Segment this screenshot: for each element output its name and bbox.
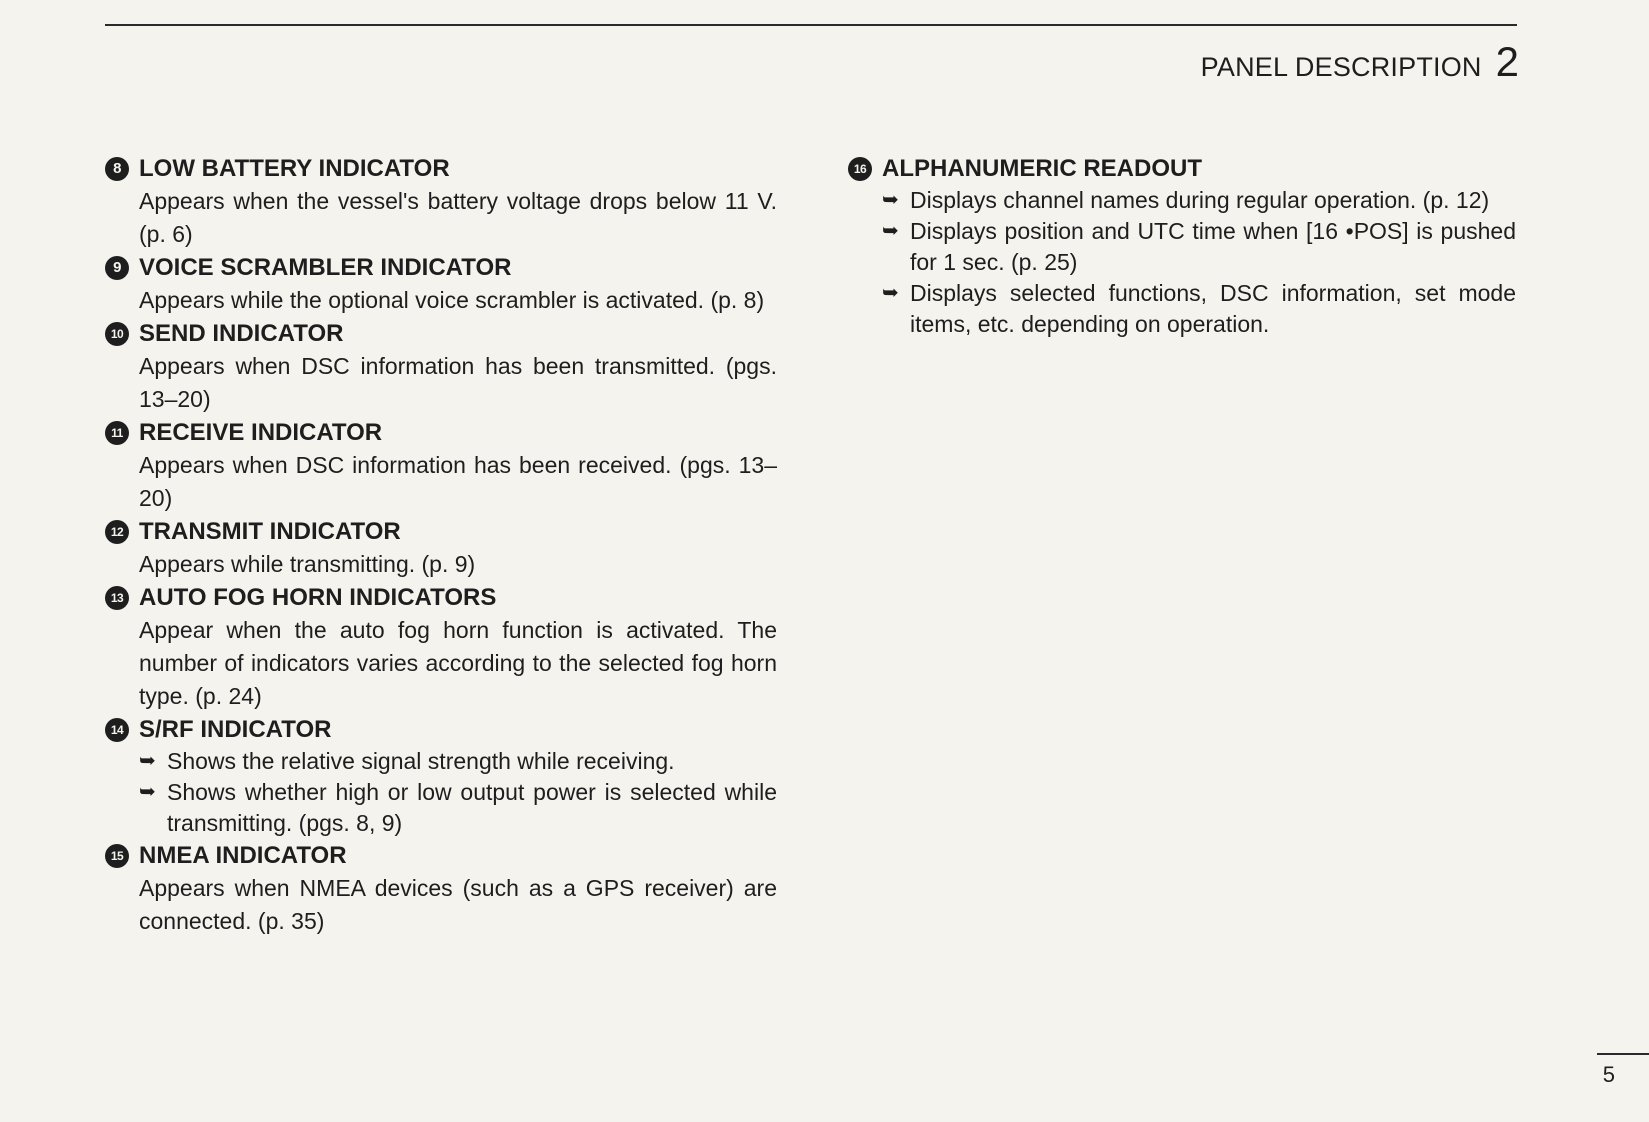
entry-title: RECEIVE INDICATOR (139, 418, 383, 446)
item-number-badge: 15 (105, 844, 129, 868)
section-title: PANEL DESCRIPTION (1200, 52, 1482, 82)
item-number-badge: 9 (105, 256, 129, 280)
entry-description: Appears while transmitting. (p. 9) (139, 551, 476, 577)
item-number-badge: 11 (105, 421, 129, 445)
bullet-item (139, 746, 777, 777)
arrow-icon: ➥ (882, 282, 899, 304)
arrow-icon: ➥ (882, 220, 899, 242)
entry-description: Appear when the auto fog horn function is activated. The number of indicators varies according to the selected fog horn type. (p. 24) (139, 617, 777, 709)
bullet-text: Displays selected functions, DSC information, set mode items, etc. depending on operation. (910, 280, 1516, 337)
entry-title: AUTO FOG HORN INDICATORS (139, 583, 497, 611)
bullet-item (882, 185, 1516, 216)
item-number-badge: 12 (105, 520, 129, 544)
entry-description: Appears when DSC information has been received. (pgs. 13–20) (139, 452, 777, 511)
item-number-badge: 16 (848, 157, 872, 181)
item-number-badge: 14 (105, 718, 129, 742)
entry-s-rf (105, 713, 777, 839)
bullet-item (139, 777, 777, 839)
chapter-number: 2 (1495, 38, 1519, 85)
entry-voice-scrambler (105, 251, 777, 317)
bullet-text: Shows whether high or low output power is selected while transmitting. (pgs. 8, 9) (167, 779, 777, 836)
left-column (105, 152, 777, 938)
entry-nmea (105, 839, 777, 938)
entry-title: NMEA INDICATOR (139, 841, 347, 869)
entry-title: LOW BATTERY INDICATOR (139, 154, 450, 182)
item-number-badge: 10 (105, 322, 129, 346)
page-number: 5 (1602, 1062, 1615, 1087)
item-number-badge: 13 (105, 586, 129, 610)
entry-title: ALPHANUMERIC READOUT (882, 154, 1202, 182)
entry-alphanumeric-readout (848, 152, 1516, 340)
arrow-icon: ➥ (139, 781, 156, 803)
entry-title: VOICE SCRAMBLER INDICATOR (139, 253, 512, 281)
bullet-item (882, 216, 1516, 278)
entry-description: Appears when DSC information has been transmitted. (pgs. 13–20) (139, 353, 777, 412)
right-column (848, 152, 1516, 340)
bullet-text: Displays position and UTC time when [16 •POS] is pushed for 1 sec. (p. 25) (910, 218, 1516, 275)
entry-title: S/RF INDICATOR (139, 715, 332, 743)
footer-rule (1597, 1053, 1649, 1055)
entry-low-battery (105, 152, 777, 251)
bullet-text: Shows the relative signal strength while receiving. (167, 748, 675, 774)
bullet-item (882, 278, 1516, 340)
entry-auto-fog-horn (105, 581, 777, 713)
entry-description: Appears while the optional voice scrambler is activated. (p. 8) (139, 287, 765, 313)
bullet-text: Displays channel names during regular operation. (p. 12) (910, 187, 1490, 213)
arrow-icon: ➥ (139, 750, 156, 772)
entry-description: Appears when NMEA devices (such as a GPS receiver) are connected. (p. 35) (139, 875, 777, 934)
entry-receive (105, 416, 777, 515)
entry-description: Appears when the vessel's battery voltage drops below 11 V. (p. 6) (139, 188, 777, 247)
top-rule (105, 24, 1517, 26)
entry-send (105, 317, 777, 416)
item-number-badge: 8 (105, 157, 129, 181)
entry-title: SEND INDICATOR (139, 319, 344, 347)
entry-title: TRANSMIT INDICATOR (139, 517, 401, 545)
entry-transmit (105, 515, 777, 581)
arrow-icon: ➥ (882, 189, 899, 211)
page-header (1201, 38, 1519, 86)
